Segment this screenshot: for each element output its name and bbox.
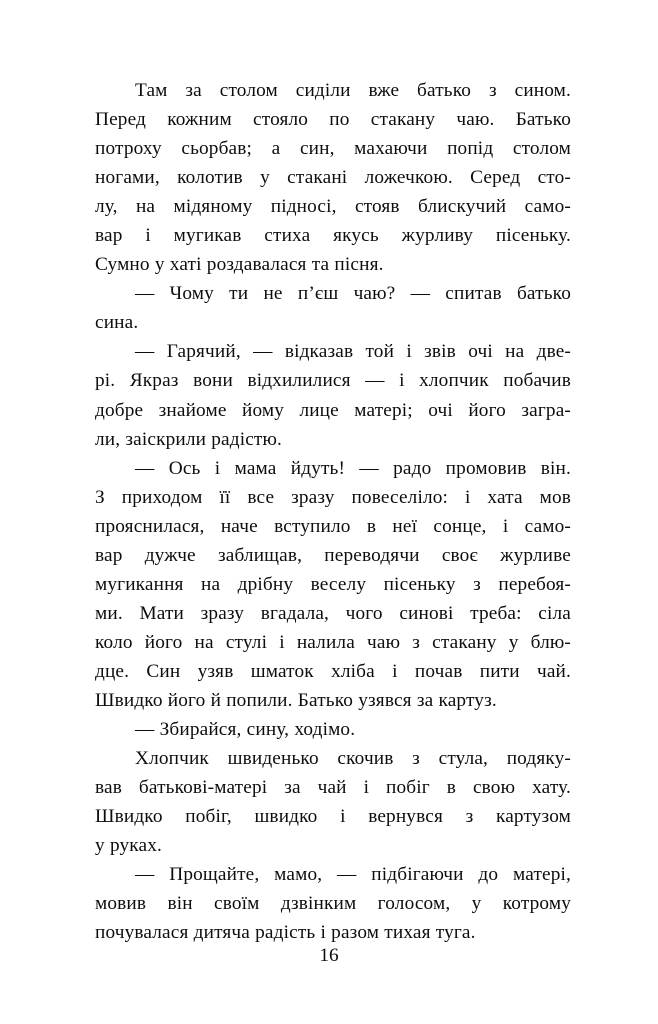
paragraph [95,76,571,279]
paragraph [95,279,571,337]
text-line: — Ось і мама йдуть! — радо промовив він. [135,457,571,479]
text-line: рі. Якраз вони відхилилися — і хлопчик побачив [95,370,571,392]
text-line: Хлопчик швиденько скочив з стула, подяку- [135,748,571,770]
text-line: вар і мугикав стиха якусь журливу пісеньку. [95,225,571,247]
text-line: дце. Син узяв шматок хліба і почав пити чай. [95,660,571,682]
text-line: ми. Мати зразу вгадала, чого синові треба: сіла [95,602,571,624]
text-line: мовив він своїм дзвінким голосом, у котрому [95,893,571,915]
text-line: прояснилася, наче вступило в неї сонце, і само- [95,515,571,537]
text-line: — Гарячий, — відказав той і звів очі на две- [135,341,571,363]
paragraph [95,860,571,947]
text-line: ногами, колотив у стакані ложечкою. Серед сто- [95,167,571,189]
page-text-block [95,76,571,947]
text-line: — Збирайся, сину, ходімо. [135,719,356,741]
paragraph [95,715,571,744]
page-number: 16 [319,945,339,966]
text-line: Швидко побіг, швидко і вернувся з картузом [95,806,571,828]
paragraph [95,337,571,453]
text-line: потроху сьорбав; а син, махаючи попід столом [95,138,571,160]
text-line: коло його на стулі і налила чаю з стакану у блю- [95,631,571,653]
text-line: мугикання на дрібну веселу пісеньку з перебоя- [95,573,571,595]
paragraph [95,744,571,860]
text-line: добре знайоме йому лице матері; очі його загра- [95,399,571,421]
text-line: вав батькові-матері за чай і побіг в свою хату. [95,777,571,799]
text-line: ли, заіскрили радістю. [95,428,283,450]
text-line: лу, на мідяному підносі, стояв блискучий само- [95,196,571,218]
text-line: сина. [95,312,139,334]
paragraph [95,454,571,715]
text-line: Сумно у хаті роздавалася та пісня. [95,254,384,276]
text-line: З приходом її все зразу повеселіло: і хата мов [95,486,571,508]
text-line: Там за столом сиділи вже батько з сином. [135,80,571,101]
text-line: — Чому ти не п’єш чаю? — спитав батько [135,283,571,305]
text-line: — Прощайте, мамо, — підбігаючи до матері, [135,864,571,886]
text-line: вар дужче заблищав, переводячи своє журливе [95,544,571,566]
text-line: Перед кожним стояло по стакану чаю. Батько [95,109,571,131]
text-line: Швидко його й попили. Батько узявся за картуз. [95,689,497,711]
text-line: почувалася дитяча радість і разом тихая туга. [95,922,476,944]
text-line: у руках. [95,835,162,857]
